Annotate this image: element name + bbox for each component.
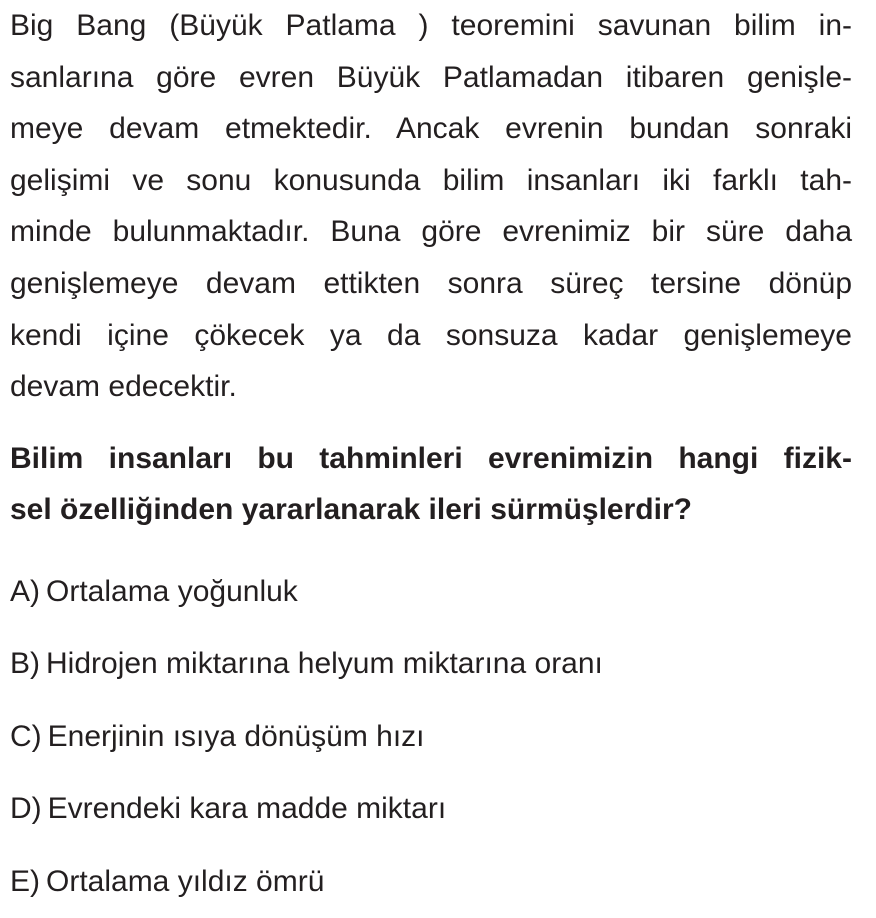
option-b[interactable] bbox=[10, 628, 852, 701]
option-text: Evrendeki kara madde miktarı bbox=[47, 792, 447, 826]
option-text: Hidrojen miktarına helyum miktarına oranı bbox=[46, 647, 603, 681]
option-text: Enerjinin ısıya dönüşüm hızı bbox=[47, 719, 425, 753]
option-e[interactable] bbox=[10, 846, 852, 918]
question-page bbox=[10, 0, 852, 918]
passage-line: kendi içine çökecek ya da sonsuza kadar genişlemeye bbox=[10, 318, 852, 352]
passage-line: sanlarına göre evren Büyük Patlamadan itibaren genişle- bbox=[10, 60, 852, 94]
option-a[interactable] bbox=[10, 556, 852, 629]
question-line: Bilim insanları bu tahminleri evrenimizin hangi fizik- bbox=[10, 441, 852, 475]
option-d[interactable] bbox=[10, 773, 852, 846]
passage-line: Big Bang (Büyük Patlama ) teoremini savunan bilim in- bbox=[10, 9, 852, 42]
option-letter: D) bbox=[10, 792, 42, 826]
passage-line: genişlemeye devam ettikten sonra süreç tersine dönüp bbox=[10, 266, 852, 300]
option-c[interactable] bbox=[10, 701, 852, 774]
passage-line: devam edecektir. bbox=[10, 370, 237, 404]
answer-options bbox=[10, 556, 852, 918]
question-line: sel özelliğinden yararlanarak ileri sürmüşlerdir? bbox=[10, 493, 692, 527]
option-text: Ortalama yoğunluk bbox=[46, 574, 298, 608]
question-passage bbox=[10, 0, 852, 413]
option-text: Ortalama yıldız ömrü bbox=[46, 864, 325, 898]
option-letter: A) bbox=[10, 574, 40, 608]
option-letter: C) bbox=[10, 719, 42, 753]
option-letter: B) bbox=[10, 647, 40, 681]
passage-line: meye devam etmektedir. Ancak evrenin bundan sonraki bbox=[10, 112, 852, 146]
question-stem bbox=[10, 433, 852, 536]
passage-line: gelişimi ve sonu konusunda bilim insanları iki farklı tah- bbox=[10, 163, 852, 197]
passage-line: minde bulunmaktadır. Buna göre evrenimiz bir süre daha bbox=[10, 215, 852, 249]
option-letter: E) bbox=[10, 864, 40, 898]
